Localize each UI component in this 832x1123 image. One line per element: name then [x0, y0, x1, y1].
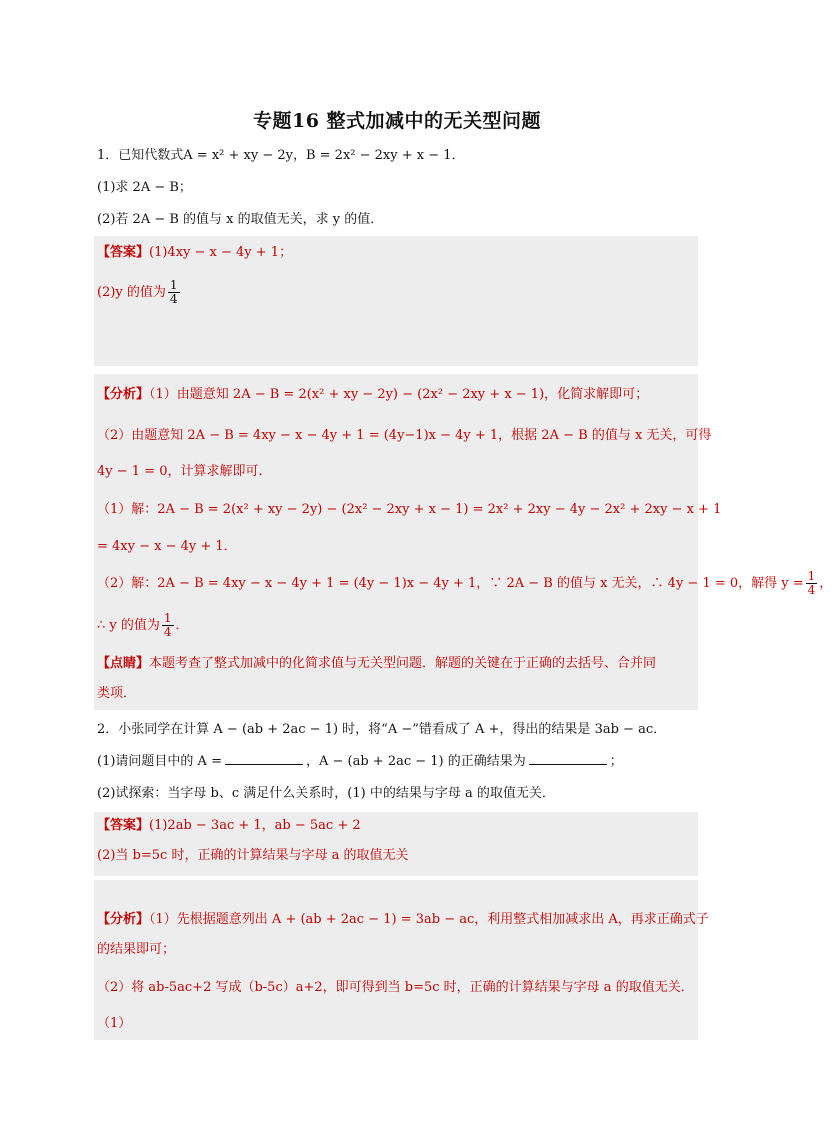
- q2-answer-1: (1)2ab − 3ac + 1，ab − 5ac + 2: [149, 818, 361, 833]
- q2-part1: [97, 752, 623, 772]
- q1-analysis-1: （1）由题意知 2A − B = 2(x² + xy − 2y) − (2x² − 2xy + x − 1)，化简求解即可；: [149, 387, 649, 402]
- fraction-denominator: 4: [169, 292, 178, 306]
- q2-analysis-2: 的结果即可；: [97, 942, 176, 957]
- q2-part1-c: ；: [609, 754, 623, 769]
- q1-part1: (1)求 2A − B；: [97, 180, 192, 195]
- fraction-numerator: 1: [163, 611, 172, 625]
- fraction: [162, 612, 174, 639]
- q2-analysis-3: （2）将 ab-5ac+2 写成（b-5c）a+2，即可得到当 b=5c 时，正确的计算结果与字母 a 的取值无关．: [97, 980, 694, 995]
- q1-answer-1: (1)4xy − x − 4y + 1；: [149, 245, 293, 260]
- q2-analysis-1: （1）先根据题意列出 A + (ab + 2ac − 1) = 3ab − ac，利用整式相加减求出 A，再求正确式子: [149, 912, 709, 927]
- fraction-denominator: 4: [807, 583, 816, 597]
- q2-solution-1: （1）: [97, 1016, 132, 1031]
- answer-blank: [225, 752, 303, 765]
- q2-part2: (2)试探索：当字母 b、c 满足什么关系时，(1) 中的结果与字母 a 的取值无关．: [97, 786, 555, 801]
- analysis-tag: 【分析】: [97, 912, 150, 927]
- answer-blank: [529, 752, 607, 765]
- q2-part1-b: ，A − (ab + 2ac − 1) 的正确结果为: [305, 754, 526, 769]
- q1-solution-3-line: ∴ y 的值为 $\frac{1}{4}$ ．: [97, 611, 189, 639]
- q2-stem: 2．小张同学在计算 A − (ab + 2ac − 1) 时，将“A −”错看成了 A +，得出的结果是 3ab − ac．: [97, 722, 667, 737]
- q1-analysis-3: 4y − 1 = 0，计算求解即可．: [97, 464, 272, 479]
- answer-tag: 【答案】: [97, 245, 150, 260]
- analysis-tag: 【分析】: [97, 387, 150, 402]
- fraction-denominator: 4: [163, 625, 172, 639]
- q2-answer-2: (2)当 b=5c 时，正确的计算结果与字母 a 的取值无关: [97, 848, 409, 863]
- comment-tag: 【点睛】: [97, 656, 150, 671]
- q1-answer-line1: [97, 243, 292, 263]
- fraction-numerator: 1: [169, 278, 178, 292]
- q2-answer-line1: [97, 816, 361, 836]
- fraction: [806, 570, 818, 597]
- q1-comment-line1: [97, 654, 656, 674]
- page-title: 专题16 整式加减中的无关型问题: [252, 110, 542, 132]
- q2-analysis-line1: [97, 910, 709, 930]
- fraction-numerator: 1: [807, 569, 816, 583]
- q1-solution-3: ∴ y 的值为: [97, 618, 160, 633]
- q1-stem: 1．已知代数式A = x² + xy − 2y，B = 2x² − 2xy + x − 1．: [97, 148, 465, 163]
- q1-solution-2-line: （2）解：2A − B = 4xy − x − 4y + 1 = (4y − 1)x − 4y + 1，∵ 2A − B 的值与 x 无关，∴ 4y − 1 = 0，解得 y = $\frac{1}{4}$ ，: [97, 569, 832, 597]
- q1-solution-1b: = 4xy − x − 4y + 1．: [97, 539, 237, 554]
- fraction: [168, 279, 180, 306]
- q1-answer-line2: [97, 278, 182, 308]
- q1-part2: (2)若 2A − B 的值与 x 的取值无关，求 y 的值．: [97, 212, 384, 227]
- q1-solution-1a: （1）解：2A − B = 2(x² + xy − 2y) − (2x² − 2xy + x − 1) = 2x² + 2xy − 4y − 2x² + 2xy − x + 1: [97, 502, 722, 517]
- q2-part1-a: (1)请问题目中的 A =: [97, 754, 222, 769]
- q1-answer-2: (2)y 的值为: [97, 285, 166, 300]
- q1-comment-1: 本题考查了整式加减中的化简求值与无关型问题．解题的关键在于正确的去括号、合并同: [149, 656, 657, 671]
- q1-solution-2: （2）解：2A − B = 4xy − x − 4y + 1 = (4y − 1)x − 4y + 1，∵ 2A − B 的值与 x 无关，∴ 4y − 1 = 0，解得 y =: [97, 576, 804, 591]
- q1-analysis-line1: [97, 385, 648, 405]
- answer-tag: 【答案】: [97, 818, 150, 833]
- q1-comment-2: 类项．: [97, 686, 137, 701]
- q1-analysis-2: （2）由题意知 2A − B = 4xy − x − 4y + 1 = (4y−1)x − 4y + 1，根据 2A − B 的值与 x 无关，可得: [97, 428, 712, 443]
- q2-analysis-block: [94, 880, 698, 1040]
